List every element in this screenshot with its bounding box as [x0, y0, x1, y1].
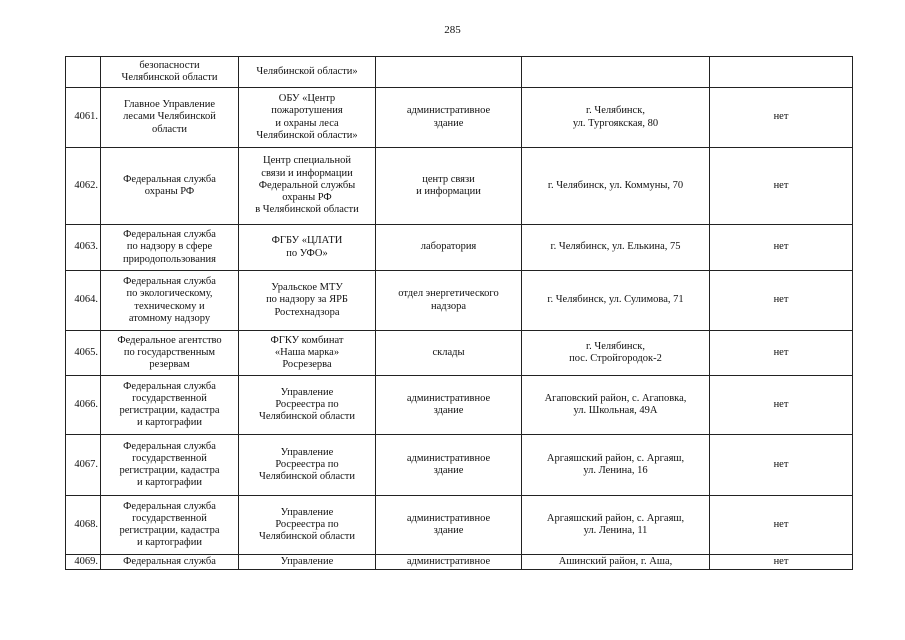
continuation-row	[66, 57, 853, 88]
table-row	[66, 88, 853, 148]
flag-cell: нет	[710, 331, 853, 376]
number-cell: 4069.	[66, 555, 101, 570]
operator-cell: Управление	[239, 555, 376, 570]
table-row	[66, 555, 853, 570]
address-cell	[522, 57, 710, 88]
operator-cell: Центр специальной связи и информации Федеральной службы охраны РФ в Челябинской области	[239, 148, 376, 225]
table-row	[66, 225, 853, 271]
address-cell: Аргаяшский район, с. Аргаяш, ул. Ленина, 16	[522, 435, 710, 496]
agency-cell: Федеральная служба по экологическому, техническому и атомному надзору	[101, 271, 239, 331]
number-cell: 4062.	[66, 148, 101, 225]
address-cell: г. Челябинск, ул. Сулимова, 71	[522, 271, 710, 331]
flag-cell: нет	[710, 376, 853, 435]
operator-cell: Управление Росреестра по Челябинской области	[239, 376, 376, 435]
number-cell: 4065.	[66, 331, 101, 376]
operator-cell: ФГБУ «ЦЛАТИ по УФО»	[239, 225, 376, 271]
object-type-cell: центр связи и информации	[376, 148, 522, 225]
object-type-cell: административное здание	[376, 88, 522, 148]
agency-cell: Федеральная служба государственной регистрации, кадастра и картографии	[101, 496, 239, 555]
number-cell: 4063.	[66, 225, 101, 271]
object-type-cell: административное здание	[376, 376, 522, 435]
agency-cell: Федеральная служба	[101, 555, 239, 570]
agency-cell: Главное Управление лесами Челябинской области	[101, 88, 239, 148]
number-cell: 4066.	[66, 376, 101, 435]
number-cell: 4067.	[66, 435, 101, 496]
flag-cell: нет	[710, 148, 853, 225]
object-type-cell: отдел энергетического надзора	[376, 271, 522, 331]
object-type-cell	[376, 57, 522, 88]
object-type-cell: склады	[376, 331, 522, 376]
flag-cell	[710, 57, 853, 88]
address-cell: г. Челябинск, ул. Тургоякская, 80	[522, 88, 710, 148]
operator-cell: Управление Росреестра по Челябинской области	[239, 496, 376, 555]
agency-cell: Федеральная служба охраны РФ	[101, 148, 239, 225]
table-row	[66, 331, 853, 376]
number-cell: 4064.	[66, 271, 101, 331]
table-row	[66, 271, 853, 331]
flag-cell: нет	[710, 555, 853, 570]
object-type-cell: административное здание	[376, 435, 522, 496]
number-cell	[66, 57, 101, 88]
flag-cell: нет	[710, 496, 853, 555]
table-row	[66, 148, 853, 225]
table-row	[66, 496, 853, 555]
agency-cell: безопасности Челябинской области	[101, 57, 239, 88]
number-cell: 4061.	[66, 88, 101, 148]
address-cell: Ашинский район, г. Аша,	[522, 555, 710, 570]
operator-cell: Челябинской области»	[239, 57, 376, 88]
agency-cell: Федеральная служба по надзору в сфере природопользования	[101, 225, 239, 271]
number-cell: 4068.	[66, 496, 101, 555]
agency-cell: Федеральная служба государственной регистрации, кадастра и картографии	[101, 435, 239, 496]
agency-cell: Федеральная служба государственной регистрации, кадастра и картографии	[101, 376, 239, 435]
page-number: 285	[444, 24, 461, 36]
address-cell: Агаповский район, с. Агаповка, ул. Школьная, 49А	[522, 376, 710, 435]
table-row	[66, 376, 853, 435]
flag-cell: нет	[710, 88, 853, 148]
agency-cell: Федеральное агентство по государственным резервам	[101, 331, 239, 376]
object-type-cell: административное	[376, 555, 522, 570]
registry-table	[65, 56, 853, 570]
operator-cell: ОБУ «Центр пожаротушения и охраны леса Челябинской области»	[239, 88, 376, 148]
object-type-cell: лаборатория	[376, 225, 522, 271]
object-type-cell: административное здание	[376, 496, 522, 555]
flag-cell: нет	[710, 225, 853, 271]
flag-cell: нет	[710, 271, 853, 331]
operator-cell: Уральское МТУ по надзору за ЯРБ Ростехнадзора	[239, 271, 376, 331]
flag-cell: нет	[710, 435, 853, 496]
address-cell: г. Челябинск, ул. Елькина, 75	[522, 225, 710, 271]
operator-cell: ФГКУ комбинат «Наша марка» Росрезерва	[239, 331, 376, 376]
address-cell: г. Челябинск, пос. Стройгородок-2	[522, 331, 710, 376]
address-cell: Аргаяшский район, с. Аргаяш, ул. Ленина, 11	[522, 496, 710, 555]
address-cell: г. Челябинск, ул. Коммуны, 70	[522, 148, 710, 225]
operator-cell: Управление Росреестра по Челябинской области	[239, 435, 376, 496]
table-row	[66, 435, 853, 496]
